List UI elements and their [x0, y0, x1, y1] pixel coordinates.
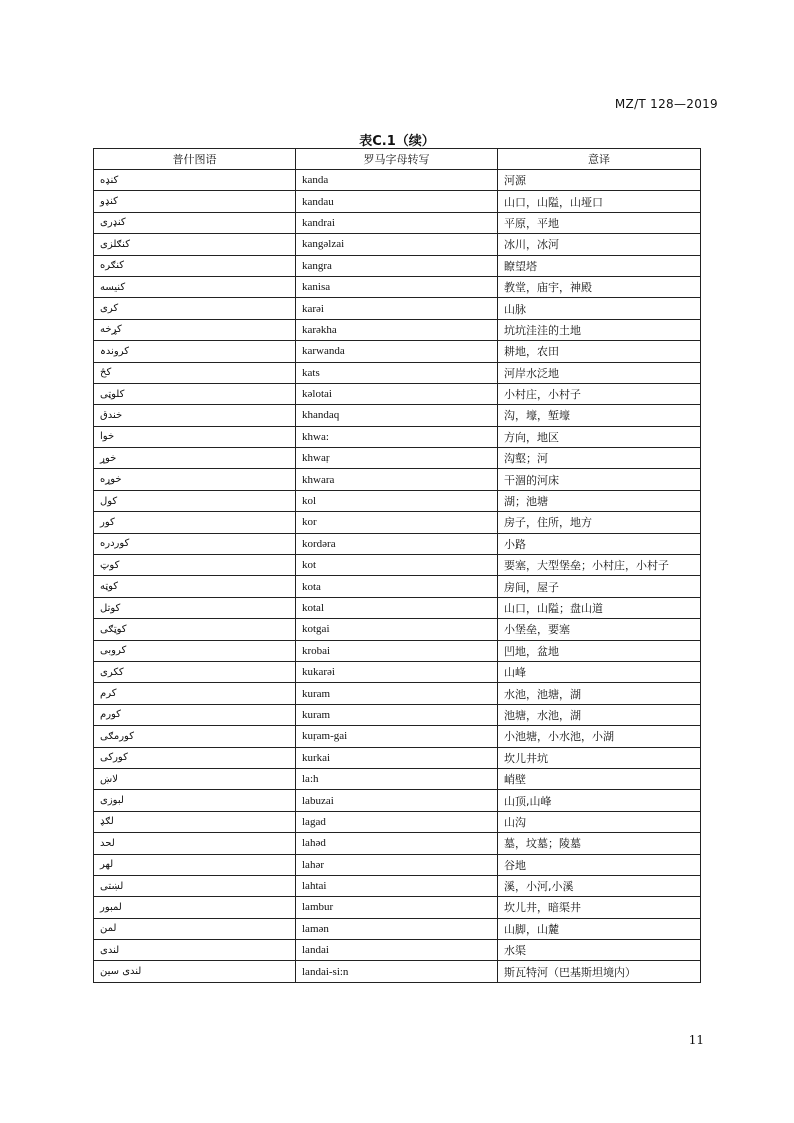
- translation: 山脉: [498, 298, 701, 319]
- translation: 墓，坟墓；陵墓: [498, 833, 701, 854]
- translation: 沟壑；河: [498, 448, 701, 469]
- table-row: [94, 362, 701, 383]
- table-caption: 表C.1（续）: [359, 134, 435, 149]
- table-row: [94, 212, 701, 233]
- romanized-term: lahər: [296, 854, 498, 875]
- romanized-term: kuram: [296, 704, 498, 725]
- translation: 山口，山隘；盘山道: [498, 597, 701, 618]
- romanized-term: kandau: [296, 191, 498, 212]
- table-row: [94, 490, 701, 511]
- pashto-term: کوټه: [94, 576, 296, 597]
- table-row: [94, 790, 701, 811]
- table-body: [94, 170, 701, 983]
- pashto-term: کنيسه: [94, 276, 296, 297]
- romanized-term: kordəra: [296, 533, 498, 554]
- translation: 教堂，庙宇，神殿: [498, 276, 701, 297]
- pashto-term: کڅ: [94, 362, 296, 383]
- translation: 山沟: [498, 811, 701, 832]
- romanized-term: kotgai: [296, 619, 498, 640]
- table-row: [94, 555, 701, 576]
- pashto-term: خوړه: [94, 469, 296, 490]
- column-header-pashto: 普什图语: [94, 149, 296, 170]
- romanized-term: kota: [296, 576, 498, 597]
- pashto-term: لمن: [94, 918, 296, 939]
- pashto-term: کوتل: [94, 597, 296, 618]
- pashto-term: لهر: [94, 854, 296, 875]
- column-header-romanization: 罗马字母转写: [296, 149, 498, 170]
- translation: 坎儿井，暗渠井: [498, 897, 701, 918]
- column-header-translation: 意译: [498, 149, 701, 170]
- pashto-term: کنګلزى: [94, 234, 296, 255]
- pashto-term: کړخه: [94, 319, 296, 340]
- translation: 池塘，水池，湖: [498, 704, 701, 725]
- romanized-term: karwanda: [296, 341, 498, 362]
- table-row: [94, 833, 701, 854]
- translation: 房子，住所，地方: [498, 512, 701, 533]
- table-row: [94, 170, 701, 191]
- pashto-term: خندق: [94, 405, 296, 426]
- translation: 山脚，山麓: [498, 918, 701, 939]
- pashto-term: کرم: [94, 683, 296, 704]
- romanized-term: krobai: [296, 640, 498, 661]
- pashto-term: کورم: [94, 704, 296, 725]
- pashto-term: کورکى: [94, 747, 296, 768]
- pashto-term: کروندہ: [94, 341, 296, 362]
- romanized-term: kor: [296, 512, 498, 533]
- table-row: [94, 469, 701, 490]
- pashto-term: کول: [94, 490, 296, 511]
- translation: 方向，地区: [498, 426, 701, 447]
- translation: 山顶,山峰: [498, 790, 701, 811]
- table-row: [94, 448, 701, 469]
- table-row: [94, 661, 701, 682]
- romanized-term: kangəlzai: [296, 234, 498, 255]
- table-row: [94, 426, 701, 447]
- romanized-term: kats: [296, 362, 498, 383]
- translation: 水渠: [498, 940, 701, 961]
- translation: 小村庄，小村子: [498, 383, 701, 404]
- table-row: [94, 619, 701, 640]
- romanized-term: kandrai: [296, 212, 498, 233]
- standard-code: MZ/T 128—2019: [614, 97, 718, 111]
- romanized-term: kukarəi: [296, 661, 498, 682]
- pashto-term: لحد: [94, 833, 296, 854]
- table-row: [94, 747, 701, 768]
- romanized-term: khwa:: [296, 426, 498, 447]
- translation: 小路: [498, 533, 701, 554]
- pashto-term: کلوټى: [94, 383, 296, 404]
- romanized-term: karəkha: [296, 319, 498, 340]
- romanized-term: la:h: [296, 768, 498, 789]
- table-row: [94, 811, 701, 832]
- translation: 沟，壕，堑壕: [498, 405, 701, 426]
- pashto-term: لبوزى: [94, 790, 296, 811]
- pashto-term: کنډرى: [94, 212, 296, 233]
- table-row: [94, 576, 701, 597]
- table-row: [94, 854, 701, 875]
- pashto-term: خوړ: [94, 448, 296, 469]
- translation: 耕地，农田: [498, 341, 701, 362]
- romanized-term: kol: [296, 490, 498, 511]
- translation: 瞭望塔: [498, 255, 701, 276]
- pashto-term: کنډه: [94, 170, 296, 191]
- translation: 冰川，冰河: [498, 234, 701, 255]
- page-number: 11: [688, 1033, 704, 1047]
- pashto-term: خوا: [94, 426, 296, 447]
- table-row: [94, 726, 701, 747]
- table-row: [94, 640, 701, 661]
- romanized-term: kuṛam-gai: [296, 726, 498, 747]
- romanized-term: lamən: [296, 918, 498, 939]
- translation: 坎儿井坑: [498, 747, 701, 768]
- table-row: [94, 897, 701, 918]
- romanized-term: khandaq: [296, 405, 498, 426]
- pashto-term: کورمګى: [94, 726, 296, 747]
- translation: 小池塘，小水池，小湖: [498, 726, 701, 747]
- translation: 房间，屋子: [498, 576, 701, 597]
- table-row: [94, 512, 701, 533]
- pashto-term: لاښ: [94, 768, 296, 789]
- pashto-term: ککرى: [94, 661, 296, 682]
- romanized-term: lahəd: [296, 833, 498, 854]
- table-row: [94, 319, 701, 340]
- table-row: [94, 704, 701, 725]
- romanized-term: lambur: [296, 897, 498, 918]
- romanized-term: kangra: [296, 255, 498, 276]
- pashto-term: لښتى: [94, 875, 296, 896]
- romanized-term: karəi: [296, 298, 498, 319]
- table-row: [94, 875, 701, 896]
- table-row: [94, 683, 701, 704]
- romanized-term: kəlotai: [296, 383, 498, 404]
- romanized-term: landai: [296, 940, 498, 961]
- table-row: [94, 383, 701, 404]
- translation: 小堡垒，要塞: [498, 619, 701, 640]
- translation: 溪，小河,小溪: [498, 875, 701, 896]
- romanized-term: kurkai: [296, 747, 498, 768]
- romanized-term: landai-si:n: [296, 961, 498, 982]
- pashto-term: کنګره: [94, 255, 296, 276]
- table-row: [94, 341, 701, 362]
- table-header-row: [94, 149, 701, 170]
- table-row: [94, 597, 701, 618]
- translation: 河岸水泛地: [498, 362, 701, 383]
- translation: 河源: [498, 170, 701, 191]
- romanized-term: kanisa: [296, 276, 498, 297]
- table-row: [94, 276, 701, 297]
- translation: 湖；池塘: [498, 490, 701, 511]
- table-row: [94, 918, 701, 939]
- romanized-term: kot: [296, 555, 498, 576]
- romanized-term: khwara: [296, 469, 498, 490]
- pashto-term: کوټګى: [94, 619, 296, 640]
- translation: 斯瓦特河（巴基斯坦境内）: [498, 961, 701, 982]
- translation: 干涸的河床: [498, 469, 701, 490]
- translation: 平原，平地: [498, 212, 701, 233]
- pashto-term: کور: [94, 512, 296, 533]
- table-row: [94, 405, 701, 426]
- pashto-term: کنډو: [94, 191, 296, 212]
- pashto-term: لګډ: [94, 811, 296, 832]
- romanized-term: kuram: [296, 683, 498, 704]
- pashto-term: کروبى: [94, 640, 296, 661]
- translation: 坑坑洼洼的土地: [498, 319, 701, 340]
- pashto-term: کوردره: [94, 533, 296, 554]
- table-row: [94, 768, 701, 789]
- glossary-table: [93, 148, 701, 983]
- translation: 山峰: [498, 661, 701, 682]
- pashto-term: کوټ: [94, 555, 296, 576]
- table-row: [94, 940, 701, 961]
- translation: 谷地: [498, 854, 701, 875]
- translation: 要塞，大型堡垒；小村庄，小村子: [498, 555, 701, 576]
- pashto-term: لندى سين: [94, 961, 296, 982]
- romanized-term: kotal: [296, 597, 498, 618]
- romanized-term: kanda: [296, 170, 498, 191]
- translation: 凹地，盆地: [498, 640, 701, 661]
- table-row: [94, 234, 701, 255]
- translation: 山口，山隘，山垭口: [498, 191, 701, 212]
- translation: 水池，池塘，湖: [498, 683, 701, 704]
- romanized-term: lahtai: [296, 875, 498, 896]
- table-row: [94, 191, 701, 212]
- table-row: [94, 298, 701, 319]
- pashto-term: کرى: [94, 298, 296, 319]
- romanized-term: labuzai: [296, 790, 498, 811]
- romanized-term: khwaṛ: [296, 448, 498, 469]
- romanized-term: lagad: [296, 811, 498, 832]
- translation: 峭壁: [498, 768, 701, 789]
- table-row: [94, 961, 701, 982]
- table-row: [94, 533, 701, 554]
- pashto-term: لندى: [94, 940, 296, 961]
- table-row: [94, 255, 701, 276]
- pashto-term: لمبور: [94, 897, 296, 918]
